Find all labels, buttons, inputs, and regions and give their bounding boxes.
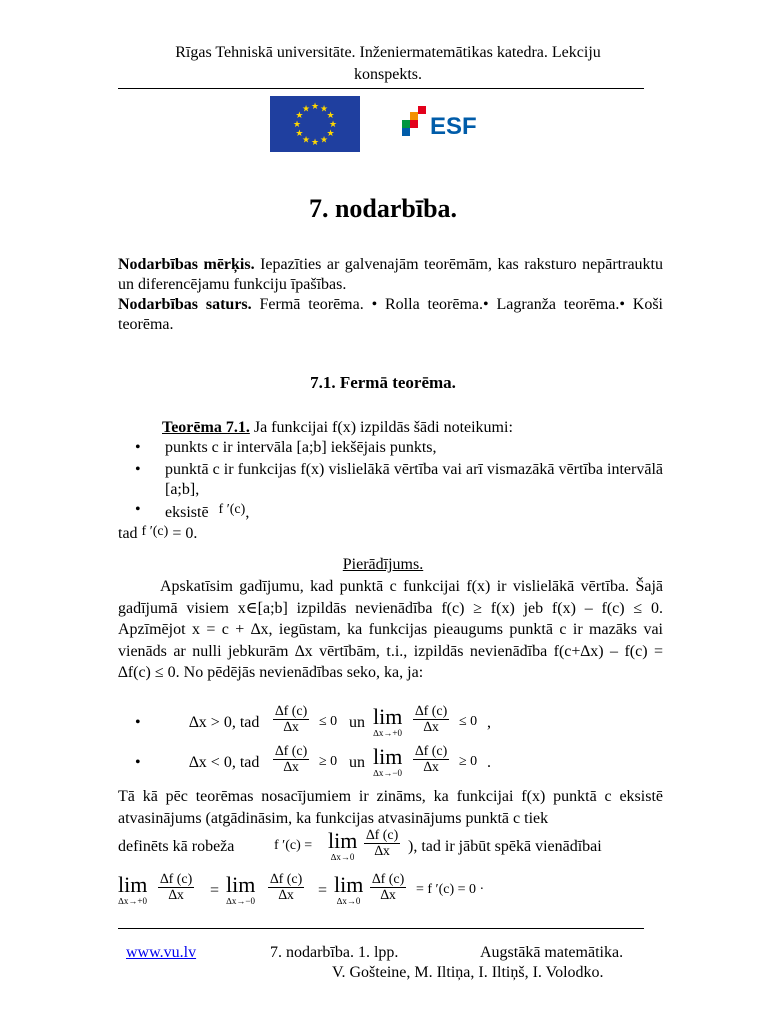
- esf-mark-icon: [400, 104, 480, 140]
- header-divider: [118, 88, 644, 89]
- eu-stars-icon: [270, 96, 360, 152]
- bullet-icon: •: [135, 501, 141, 518]
- bullet-icon: •: [135, 439, 141, 456]
- theorem-bullet-1: [135, 438, 663, 458]
- lim-word: lim: [328, 828, 358, 853]
- proof-paragraph: Apskatīsim gadījumu, kad punktā c funkcijai f(x) ir vislielākā vērtība. Šajā gadījumā visiem x∈[a;b] izpildās nevienādība f(c) ≥ f(x) jeb f(x) – f(c) ≤ 0. Apzīmējot x = c + ∆x, iegūstam, ka funkcijas pieaugums punktā c ir mazāks vai vienāds ar nulli jebkurām ∆x vērtībām, t.i., izpildās nevienādība f(c+∆x) – f(c) = ∆f(c) ≤ 0. No pēdējās nevienādības seko, ka, ja:: [118, 578, 663, 681]
- eu-star-icon: ★: [301, 134, 311, 145]
- theorem-intro: [162, 418, 662, 438]
- bullet-icon: •: [135, 754, 141, 771]
- proof-after-text: Tā kā pēc teorēmas nosacījumiem ir zināms, ka funkcijai f(x) punktā c eksistē atvasinājums (atgādināsim, ka funkcijas atvasinājums punktā c tiek: [118, 788, 663, 827]
- bullet-text-2: punktā c ir funkcijas f(x) vislielākā vērtība vai arī vismazākā vērtība intervālā [a;b],: [165, 461, 663, 498]
- conclusion-tail: = 0.: [168, 525, 198, 542]
- final-lim-2: [226, 874, 255, 906]
- content-text: Fermā teorēma. • Rolla teorēma.• Lagranža teorēma.• Koši teorēma.: [118, 296, 663, 333]
- frac-num: ∆f (c): [160, 872, 193, 887]
- content-label: Nodarbības saturs.: [118, 296, 252, 313]
- lim-sub: ∆x→0: [336, 896, 361, 906]
- frac-den: ∆x: [423, 720, 439, 735]
- header-line-1: Rīgas Tehniskā universitāte. Inženiermatemātikas katedra. Lekciju: [175, 44, 601, 61]
- bullet-text-3: eksistē: [165, 504, 209, 521]
- eu-star-icon: ★: [295, 128, 304, 138]
- case-2-condition: ∆x < 0, tad: [189, 754, 260, 771]
- definition-text: definēts kā robeža: [118, 838, 235, 855]
- final-fraction-1: [158, 872, 194, 903]
- goal-paragraph: [118, 255, 663, 295]
- content-paragraph: [118, 295, 663, 335]
- footer-authors: V. Gošteine, M. Iltiņa, I. Iltiņš, I. Volodko.: [332, 964, 604, 981]
- frac-den: ∆x: [283, 720, 299, 735]
- case-1-lim-le: ≤ 0: [459, 714, 478, 729]
- case-1-end: ,: [487, 714, 491, 731]
- frac-den: ∆x: [374, 844, 390, 859]
- case-2-ge: ≥ 0: [319, 754, 338, 769]
- frac-den: ∆x: [278, 888, 294, 903]
- case-1-lim-fraction: [413, 704, 449, 735]
- theorem-bullet-2: [135, 460, 663, 500]
- proof-definition-line: [118, 828, 663, 868]
- lim-word: lim: [373, 744, 403, 769]
- eu-flag-logo: [270, 96, 360, 152]
- proof-case-1: [135, 704, 665, 744]
- eu-star-icon: ★: [326, 110, 335, 120]
- eu-star-icon: ★: [292, 119, 302, 129]
- case-2-lim: [373, 746, 402, 778]
- frac-num: ∆f (c): [415, 704, 448, 719]
- frac-num: ∆f (c): [270, 872, 303, 887]
- goal-label: Nodarbības mērķis.: [118, 256, 255, 273]
- eu-star-icon: ★: [310, 101, 320, 111]
- exists-tail: ,: [245, 504, 250, 521]
- goal-text: Iepazīties ar galvenajām teorēmām, kas raksturo nepārtrauktu un diferencējamu funkciju īpašības.: [118, 256, 664, 293]
- lim-sub: ∆x→+0: [373, 728, 402, 738]
- footer-link[interactable]: [126, 943, 196, 963]
- frac-num: ∆f (c): [275, 704, 308, 719]
- esf-text: ESF: [430, 113, 477, 140]
- definition-lim: [328, 830, 357, 862]
- case-1-lim: [373, 706, 402, 738]
- final-tail: = f ′(c) = 0 ·: [416, 882, 485, 897]
- definition-fprime: f ′(c) =: [274, 838, 313, 853]
- frac-num: ∆f (c): [415, 744, 448, 759]
- lim-sub: ∆x→+0: [118, 896, 147, 906]
- frac-num: ∆f (c): [275, 744, 308, 759]
- theorem-conclusion: [118, 522, 663, 544]
- lim-word: lim: [118, 872, 148, 897]
- esf-logo: [400, 104, 480, 140]
- eu-star-icon: ★: [295, 110, 304, 120]
- footer-page: 7. nodarbība. 1. lpp.: [270, 944, 399, 961]
- case-1-un: un: [349, 714, 365, 731]
- lim-sub: ∆x→0: [330, 852, 355, 862]
- case-2-lim-ge: ≥ 0: [459, 754, 478, 769]
- case-2-un: un: [349, 754, 365, 771]
- case-1-le: ≤ 0: [319, 714, 338, 729]
- section-title: 7.1. Fermā teorēma.: [310, 373, 456, 392]
- final-equation: [118, 872, 663, 914]
- lim-sub: ∆x→−0: [226, 896, 255, 906]
- final-lim-3: [334, 874, 363, 906]
- theorem-bullet-3: [135, 500, 663, 523]
- page-title: 7. nodarbība.: [308, 194, 458, 223]
- eu-star-icon: ★: [319, 103, 329, 114]
- bullet-text-1: punkts c ir intervāla [a;b] iekšējais punkts,: [165, 439, 437, 456]
- definition-tail: ), tad ir jābūt spēkā vienādībai: [408, 838, 602, 855]
- final-lim-1: [118, 874, 147, 906]
- lim-word: lim: [373, 704, 403, 729]
- exists-expr: f ′(c): [218, 502, 246, 517]
- case-2-fraction: [273, 744, 309, 775]
- footer-course: Augstākā matemātika.: [480, 944, 624, 961]
- proof-case-2: [135, 744, 665, 784]
- vu-link[interactable]: www.vu.lv: [126, 944, 197, 961]
- lim-word: lim: [334, 872, 364, 897]
- case-1-condition: ∆x > 0, tad: [189, 714, 260, 731]
- final-eq-2: =: [318, 882, 328, 899]
- frac-den: ∆x: [168, 888, 184, 903]
- theorem-intro-text: Ja funkcijai f(x) izpildās šādi noteikumi:: [249, 419, 513, 436]
- bullet-icon: •: [135, 714, 141, 731]
- lim-word: lim: [226, 872, 256, 897]
- case-2-lim-fraction: [413, 744, 449, 775]
- footer-divider: [118, 928, 644, 929]
- final-fraction-3: [370, 872, 406, 903]
- eu-star-icon: ★: [319, 134, 329, 145]
- frac-num: ∆f (c): [372, 872, 405, 887]
- case-1-fraction: [273, 704, 309, 735]
- bullet-icon: •: [135, 461, 141, 478]
- lim-sub: ∆x→−0: [373, 768, 402, 778]
- eu-star-icon: ★: [328, 119, 338, 129]
- header-line-2: konspekts.: [354, 66, 422, 83]
- frac-den: ∆x: [380, 888, 396, 903]
- document-header: [118, 42, 658, 86]
- eu-star-icon: ★: [326, 128, 335, 138]
- conclusion-expr: f ′(c): [141, 524, 169, 539]
- final-fraction-2: [268, 872, 304, 903]
- case-2-end: .: [487, 754, 491, 771]
- final-eq-1: =: [210, 882, 220, 899]
- eu-star-icon: ★: [301, 103, 311, 114]
- proof-heading: Pierādījums.: [342, 556, 424, 573]
- conclusion-prefix: tad: [118, 525, 138, 542]
- proof-heading-wrap: [118, 556, 648, 574]
- definition-fraction: [364, 828, 400, 859]
- frac-den: ∆x: [423, 760, 439, 775]
- frac-num: ∆f (c): [366, 828, 399, 843]
- frac-den: ∆x: [283, 760, 299, 775]
- eu-star-icon: ★: [310, 137, 320, 147]
- theorem-label: Teorēma 7.1.: [162, 419, 250, 436]
